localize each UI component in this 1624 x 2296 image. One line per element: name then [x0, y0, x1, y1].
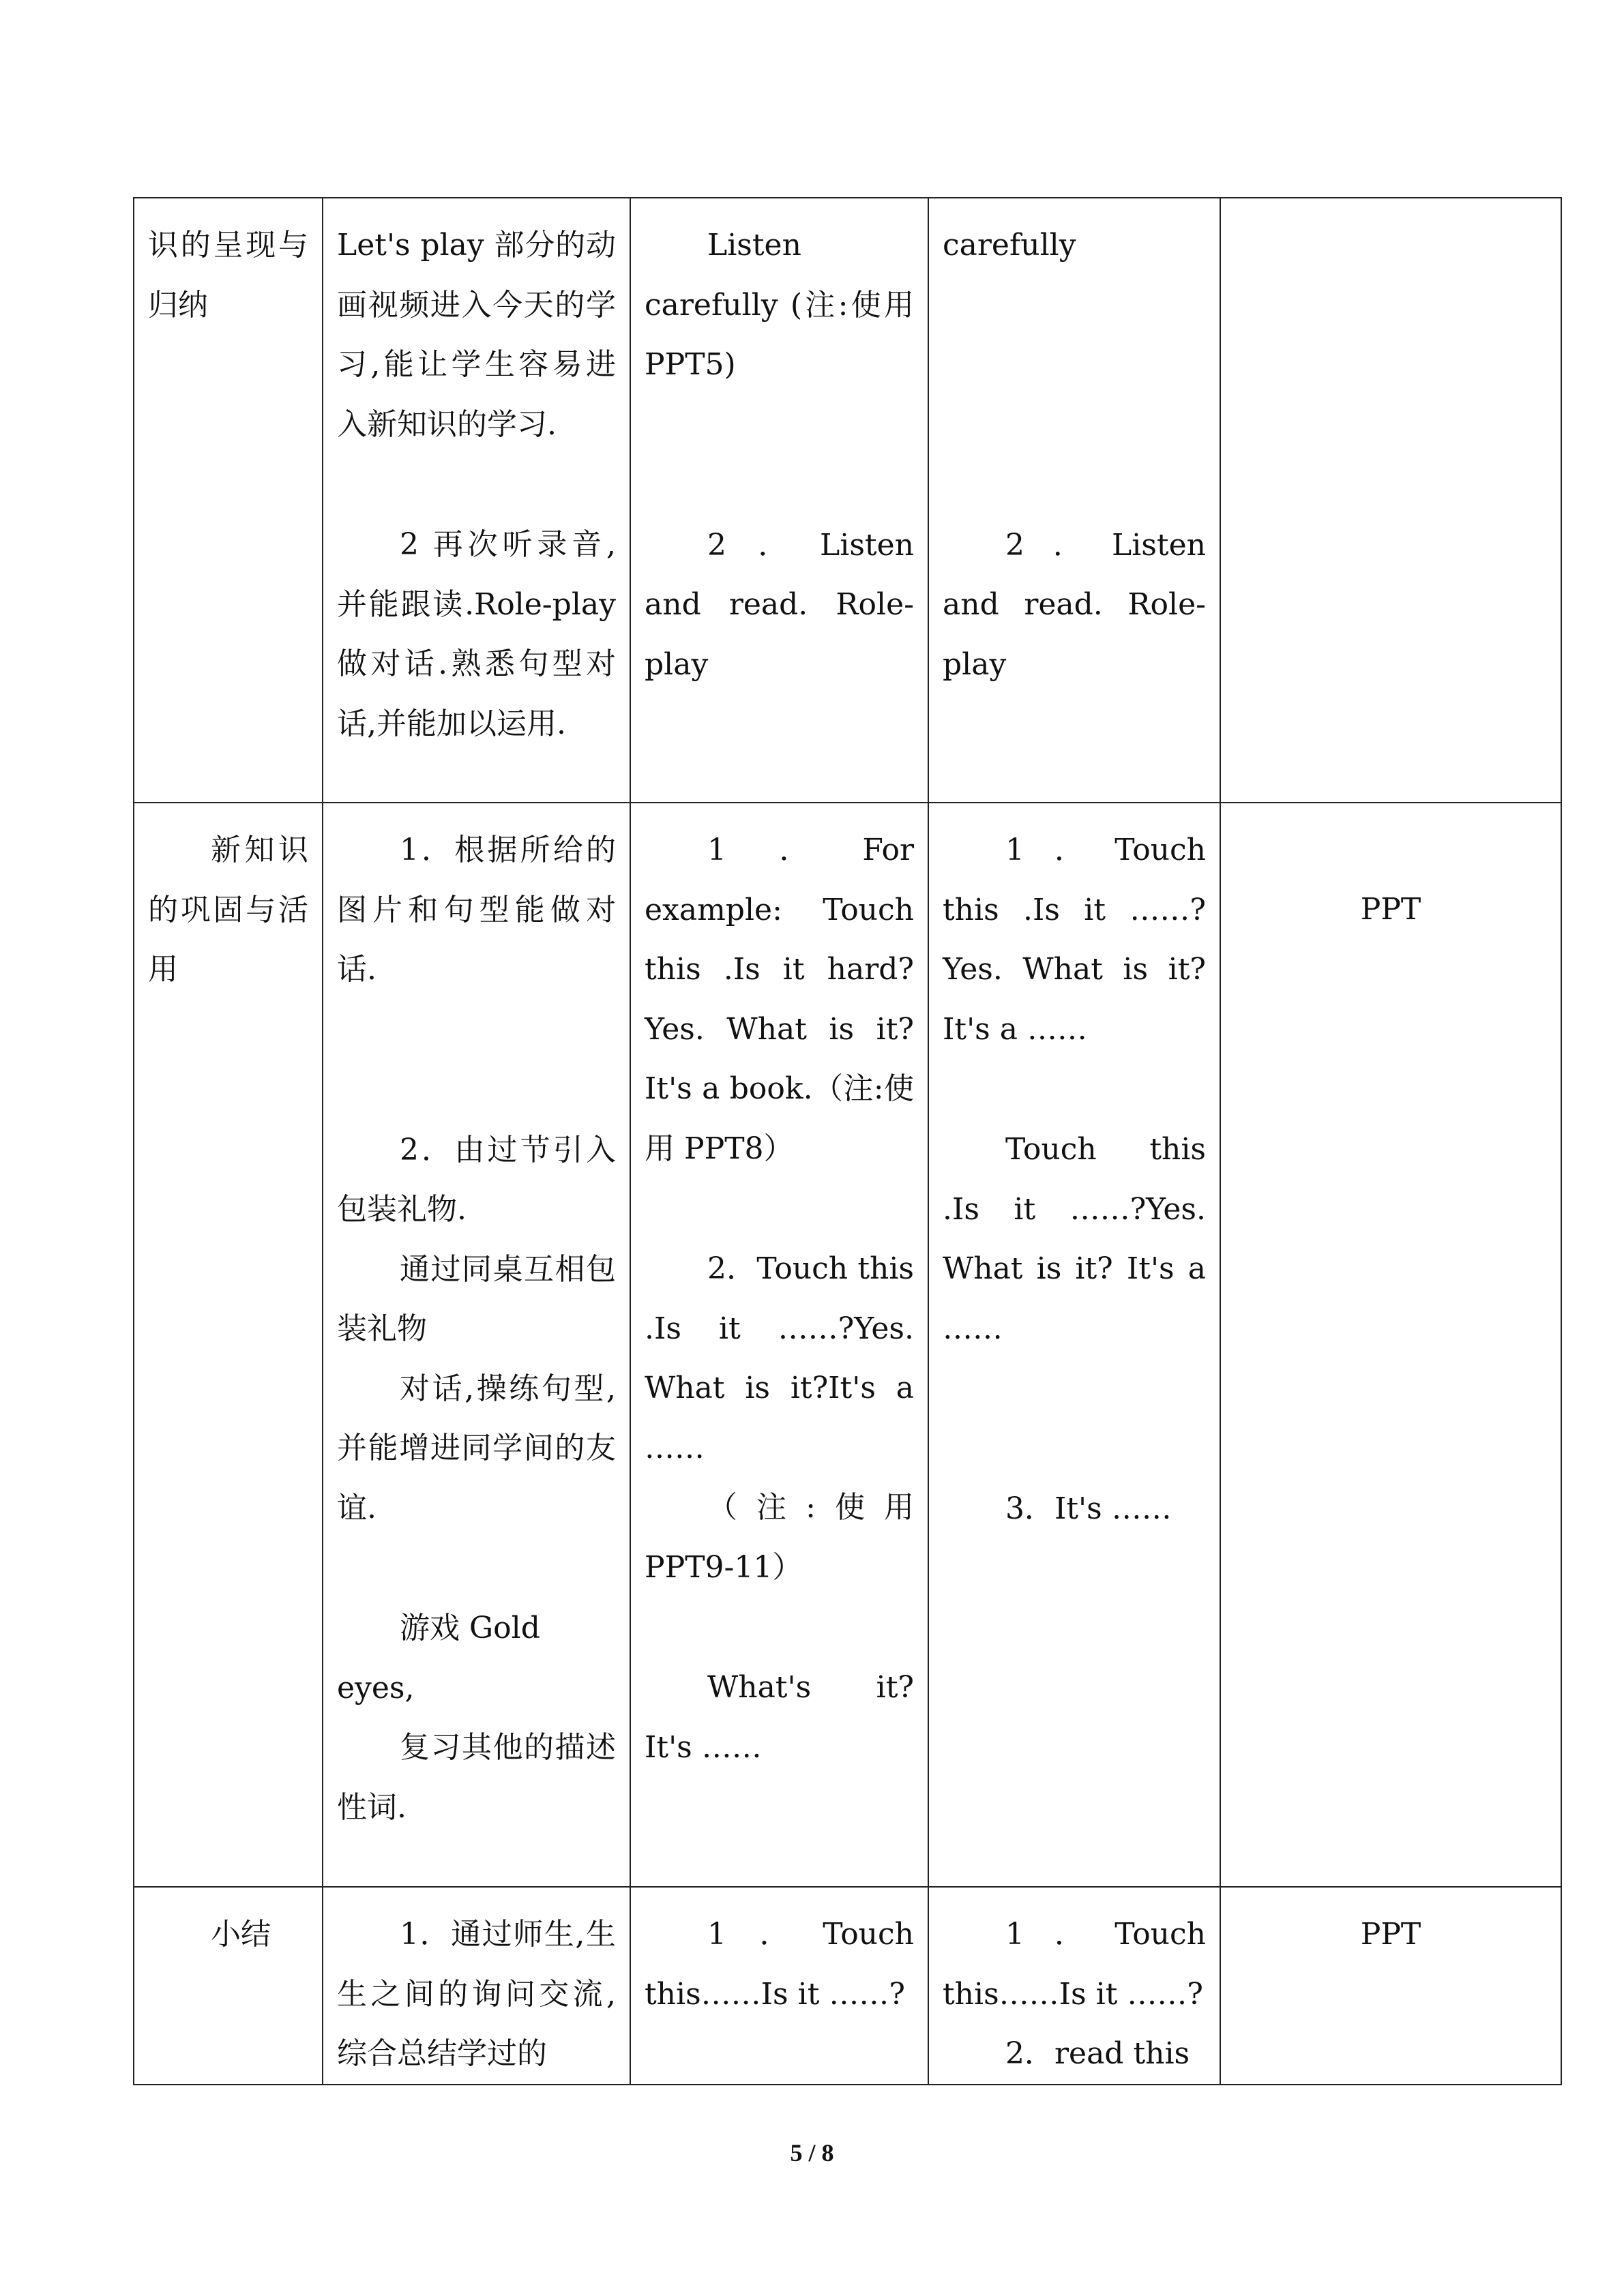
stage-text: 识的呈现与归纳: [148, 228, 308, 323]
design-text: 通过同桌互相包装礼物: [337, 1251, 616, 1346]
design-text: Let's play 部分的动画视频进入今天的学习,能让学生容易进入新知识的学习.: [337, 228, 616, 442]
teacher-cell: [630, 1887, 928, 2085]
student-text: 1．Touch this .Is it ……?Yes. What is it? It's a ……: [943, 833, 1206, 1047]
teacher-text: 1．For example: Touch this .Is it hard? Yes. What is it? It's a book.（注:使用 PPT8）: [645, 833, 914, 1166]
table-row: [134, 1887, 1561, 2085]
student-text: 1．Touch this……Is it ……?: [943, 1917, 1206, 2012]
design-text: 1．通过师生,生生之间的询问交流,综合总结学过的: [337, 1917, 616, 2071]
teacher-cell: [630, 198, 928, 803]
teacher-text: （注:使用 PPT9-11）: [645, 1490, 914, 1585]
student-text: 2．Listen and read. Role-play: [943, 527, 1206, 682]
student-text: 3．It's ……: [1005, 1491, 1172, 1526]
student-text: 2．read this: [1005, 2036, 1190, 2071]
design-text: 2．由过节引入包装礼物.: [337, 1132, 616, 1227]
media-cell: [1220, 803, 1561, 1887]
teacher-cell: [630, 803, 928, 1887]
teacher-text: 2．Touch this .Is it ……?Yes. What is it?It's a ……: [645, 1251, 914, 1465]
stage-cell: [134, 803, 323, 1887]
media-cell: [1220, 1887, 1561, 2085]
student-text: carefully: [943, 228, 1076, 263]
table-row: [134, 198, 1561, 803]
media-text: PPT: [1360, 1917, 1421, 1952]
design-text: 1．根据所给的图片和句型能做对话.: [337, 833, 616, 987]
media-cell: [1220, 198, 1561, 803]
student-cell: [928, 198, 1220, 803]
teacher-text: 2．Listen and read. Role-play: [645, 527, 914, 682]
design-text: 游戏 Gold eyes,: [337, 1611, 540, 1705]
student-cell: [928, 1887, 1220, 2085]
page-number: 5 / 8: [790, 2139, 834, 2166]
design-text: 对话,操练句型,并能增进同学间的友谊.: [337, 1371, 616, 1525]
student-text: Touch this .Is it ……?Yes. What is it? It's a ……: [943, 1132, 1206, 1346]
design-text: 2 再次听录音,并能跟读.Role-play 做对话.熟悉句型对话,并能加以运用.: [337, 527, 616, 741]
lesson-plan-table: [133, 197, 1562, 2085]
design-cell: [323, 1887, 630, 2085]
stage-cell: [134, 198, 323, 803]
media-text: PPT: [1360, 892, 1421, 927]
teacher-text: What's it? It's ……: [645, 1670, 914, 1765]
design-cell: [323, 198, 630, 803]
design-text: 复习其他的描述性词.: [337, 1730, 616, 1825]
design-cell: [323, 803, 630, 1887]
teacher-text: Listen carefully (注:使用 PPT5): [645, 228, 914, 382]
stage-cell: [134, 1887, 323, 2085]
table-row: [134, 803, 1561, 1887]
student-cell: [928, 803, 1220, 1887]
teacher-text: 1．Touch this……Is it ……?: [645, 1917, 914, 2012]
stage-text: 新知识的巩固与活用: [148, 833, 308, 987]
stage-text: 小结: [211, 1917, 271, 1952]
